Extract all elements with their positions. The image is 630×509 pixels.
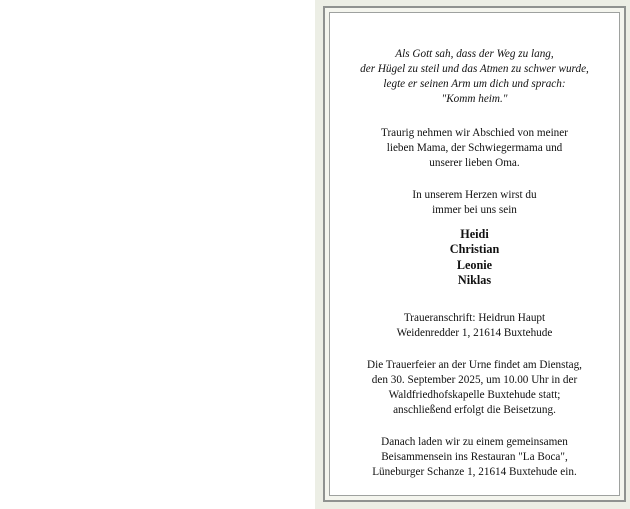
- names-list: [344, 227, 605, 288]
- mourning-card: [315, 0, 630, 509]
- name-item: Leonie: [456, 257, 493, 272]
- verse-line: der Hügel zu steil und das Atmen zu schwer wurde,: [360, 63, 589, 75]
- card-border-inner: [329, 12, 620, 496]
- verse-line: "Komm heim.": [441, 93, 508, 105]
- card-border-outer: [323, 6, 626, 502]
- mourning-line: Traurig nehmen wir Abschied von meiner: [381, 127, 568, 139]
- verse-line: legte er seinen Arm um dich und sprach:: [383, 78, 566, 90]
- heart-line: In unserem Herzen wirst du: [412, 189, 537, 201]
- name-item: Heidi: [460, 227, 489, 241]
- address-line: Weidenredder 1, 21614 Buxtehude: [396, 327, 553, 340]
- ceremony-line: Die Trauerfeier an der Urne findet am Dienstag,: [367, 359, 582, 372]
- mourning-text: [344, 126, 605, 171]
- name-item: Christian: [449, 242, 500, 257]
- ceremony-line: anschließend erfolgt die Beisetzung.: [393, 404, 556, 417]
- card-content: [344, 47, 605, 480]
- invitation-line: Beisammensein ins Restauran "La Boca",: [381, 451, 568, 464]
- address-block: [344, 311, 605, 341]
- ceremony-line: Waldfriedhofskapelle Buxtehude statt;: [388, 389, 561, 402]
- invitation-block: [344, 435, 605, 480]
- ceremony-line: den 30. September 2025, um 10.00 Uhr in der: [371, 374, 578, 387]
- name-item: Niklas: [457, 272, 492, 287]
- mourning-line: unserer lieben Oma.: [429, 157, 520, 169]
- mourning-line: lieben Mama, der Schwiegermama und: [386, 142, 563, 154]
- verse-block: [344, 47, 605, 107]
- heart-text: [344, 188, 605, 218]
- heart-line: immer bei uns sein: [432, 204, 517, 216]
- verse-line: Als Gott sah, dass der Weg zu lang,: [395, 48, 554, 60]
- invitation-line: Lüneburger Schanze 1, 21614 Buxtehude ein.: [372, 466, 577, 479]
- invitation-line: Danach laden wir zu einem gemeinsamen: [381, 436, 568, 449]
- address-line: Traueranschrift: Heidrun Haupt: [403, 312, 546, 325]
- ceremony-block: [344, 358, 605, 418]
